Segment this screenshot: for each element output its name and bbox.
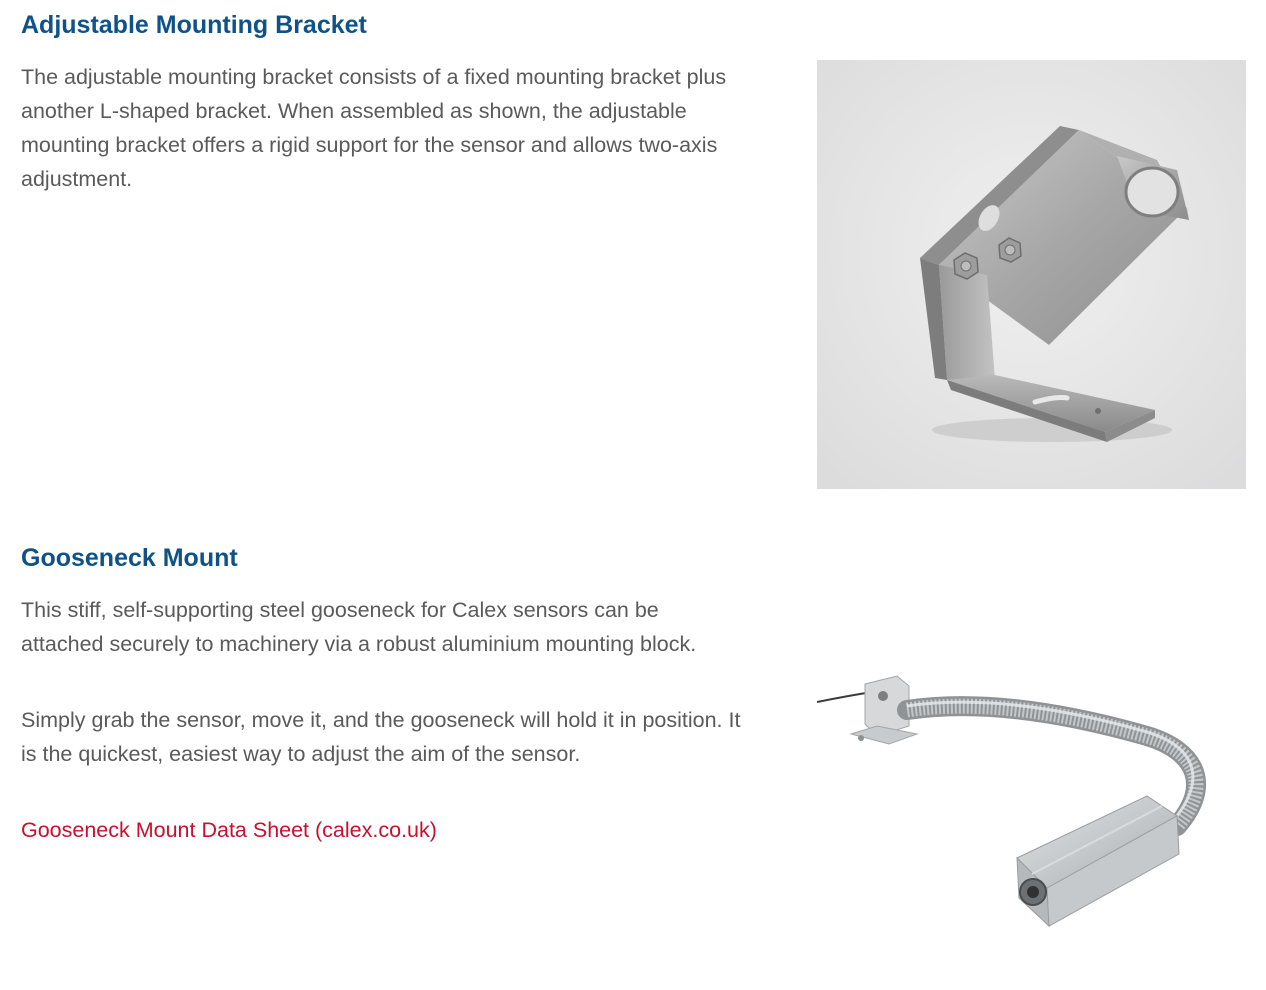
adjustable-mounting-bracket-description: The adjustable mounting bracket consists of a fixed mounting bracket plus another L-shaped bracket. When assembled as shown, the adjustable mounting bracket offers a rigid support for the sensor and allows two-axis adjustment. — [21, 65, 727, 191]
gooseneck-mount-usage: Simply grab the sensor, move it, and the gooseneck will hold it in position. It is the quickest, easiest way to adjust the aim of the sensor. — [21, 708, 741, 766]
adjustable-mounting-bracket-heading: Adjustable Mounting Bracket — [21, 11, 367, 39]
gooseneck-mount-description: This stiff, self-supporting steel gooseneck for Calex sensors can be attached securely to machinery via a robust aluminium mounting block. — [21, 598, 697, 656]
gooseneck-mount-photo — [817, 626, 1246, 976]
gooseneck-mount-heading: Gooseneck Mount — [21, 544, 238, 572]
adjustable-mounting-bracket-photo — [817, 60, 1246, 489]
gooseneck-data-sheet-link[interactable]: Gooseneck Mount Data Sheet (calex.co.uk) — [21, 818, 437, 842]
